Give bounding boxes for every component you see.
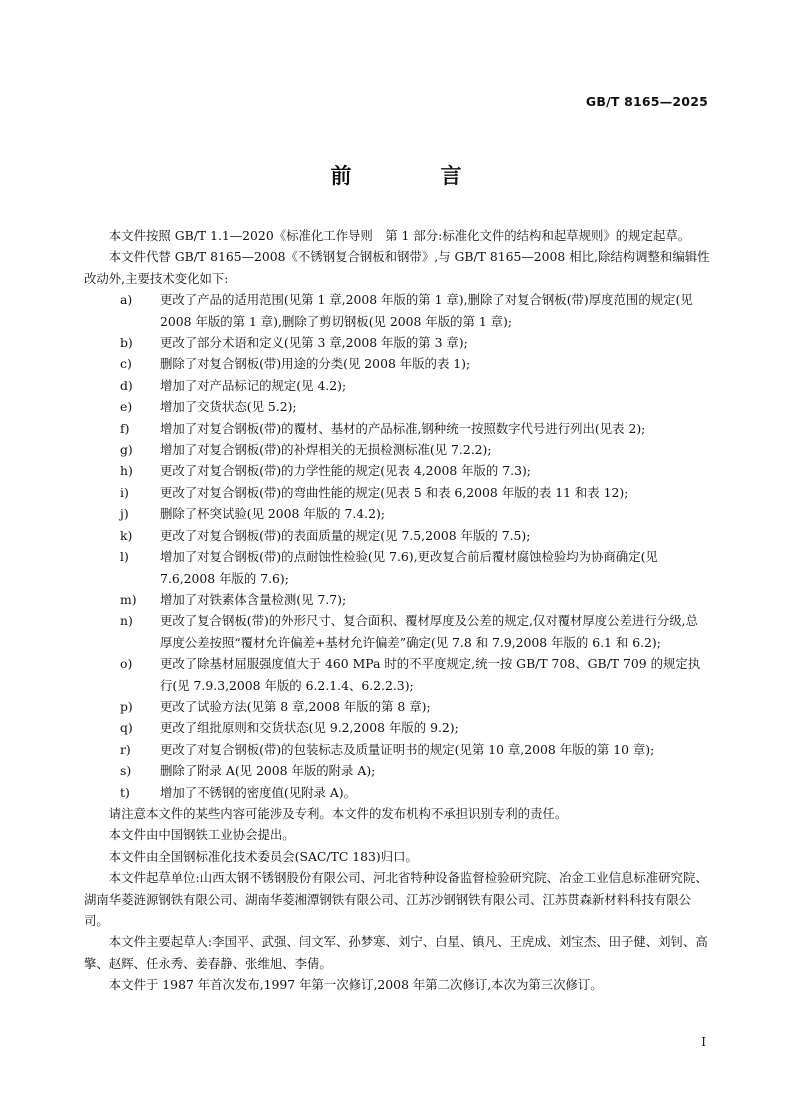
list-item-text: 删除了杯突试验(见 2008 年版的 7.4.2); [160, 506, 386, 522]
list-item-label: n) [120, 613, 133, 629]
list-item-label: o) [120, 656, 133, 672]
list-item-label: i) [120, 484, 129, 500]
list-item-label: d) [120, 377, 133, 393]
list-item-text: 增加了对复合钢板(带)的覆材、基材的产品标准,钢种统一按照数字代号进行列出(见表 2); [160, 420, 646, 436]
page-title: 前 言 [330, 164, 496, 188]
list-item-text: 更改了产品的适用范围(见第 1 章,2008 年版的第 1 章),删除了对复合钢板(带)厚度范围的规定(见 2008 年版的第 1 章),删除了剪切钢板(见 2008 年版的第 1 章); [160, 292, 693, 329]
list-item-text: 更改了组批原则和交货状态(见 9.2,2008 年版的 9.2); [160, 720, 459, 736]
list-item-text: 增加了对复合钢板(带)的点耐蚀性检验(见 7.6),更改复合前后覆材腐蚀检验均为协商确定(见 7.6,2008 年版的 7.6); [160, 549, 658, 586]
list-item [84, 439, 710, 460]
list-item [84, 353, 710, 374]
patent-notice: 请注意本文件的某些内容可能涉及专利。本文件的发布机构不承担识别专利的责任。 [108, 805, 568, 821]
list-item-text: 更改了对复合钢板(带)的力学性能的规定(见表 4,2008 年版的 7.3); [160, 463, 531, 479]
list-item-text: 增加了不锈钢的密度值(见附录 A)。 [160, 784, 357, 800]
list-item-text: 更改了复合钢板(带)的外形尺寸、复合面积、覆材厚度及公差的规定,仅对覆材厚度公差进行分级,总厚度公差按照“覆材允许偏差+基材允许偏差”确定(见 7.8 和 7.9,2008 年版的 6.1 和 6.2); [160, 613, 698, 650]
list-item [84, 396, 710, 417]
list-item-label: e) [120, 399, 133, 415]
list-item-text: 删除了附录 A(见 2008 年版的附录 A); [160, 763, 376, 779]
list-item-label: b) [120, 335, 133, 351]
list-item-text: 增加了对铁素体含量检测(见 7.7); [160, 591, 347, 607]
list-item [84, 717, 710, 738]
committee-statement: 本文件由全国钢标准化技术委员会(SAC/TC 183)归口。 [108, 848, 418, 864]
list-item [84, 760, 710, 781]
list-item-text: 更改了对复合钢板(带)的弯曲性能的规定(见表 5 和表 6,2008 年版的表 11 和表 12); [160, 484, 629, 500]
list-item [84, 525, 710, 546]
standard-code: GB/T 8165—2025 [585, 94, 708, 109]
list-item-label: p) [120, 698, 133, 714]
list-item-label: s) [120, 763, 132, 779]
list-item [84, 460, 710, 481]
list-item [84, 696, 710, 717]
intro-paragraph-2: 本文件代替 GB/T 8165—2008《不锈钢复合钢板和钢带》,与 GB/T 8165—2008 相比,除结构调整和编辑性改动外,主要技术变化如下: [84, 249, 710, 286]
changes-list [84, 289, 710, 803]
list-item-label: k) [120, 527, 133, 543]
list-item [84, 332, 710, 353]
foreword-body [84, 225, 710, 996]
list-item-label: q) [120, 720, 133, 736]
list-item [84, 482, 710, 503]
intro-paragraph-1: 本文件按照 GB/T 1.1—2020《标准化工作导则 第 1 部分:标准化文件的结构和起草规则》的规定起草。 [108, 228, 691, 243]
list-item-label: j) [120, 506, 129, 522]
drafting-organizations: 本文件起草单位:山西太钢不锈钢股份有限公司、河北省特种设备监督检验研究院、冶金工业信息标准研究院、湖南华菱涟源钢铁有限公司、湖南华菱湘潭钢铁有限公司、江苏沙钢钢铁有限公司、江苏贯森新材料科技有限公司。 [84, 870, 708, 928]
list-item [84, 610, 710, 653]
list-item [84, 289, 710, 332]
list-item-label: r) [120, 741, 131, 757]
page-number: I [701, 1035, 706, 1049]
list-item [84, 653, 710, 696]
list-item [84, 418, 710, 439]
list-item [84, 546, 710, 589]
list-item-text: 更改了部分术语和定义(见第 3 章,2008 年版的第 3 章); [160, 335, 468, 351]
list-item-label: c) [120, 356, 132, 372]
list-item-text: 更改了试验方法(见第 8 章,2008 年版的第 8 章); [160, 698, 431, 714]
list-item-text: 增加了对产品标记的规定(见 4.2); [160, 377, 347, 393]
list-item [84, 782, 710, 803]
list-item-text: 更改了对复合钢板(带)的表面质量的规定(见 7.5,2008 年版的 7.5); [160, 527, 531, 543]
list-item-label: t) [120, 784, 130, 800]
publication-history: 本文件于 1987 年首次发布,1997 年第一次修订,2008 年第二次修订,本次为第三次修订。 [108, 977, 603, 993]
list-item-label: h) [120, 463, 133, 479]
list-item [84, 375, 710, 396]
list-item-text: 增加了对复合钢板(带)的补焊相关的无损检测标准(见 7.2.2); [160, 442, 492, 458]
list-item [84, 589, 710, 610]
list-item-label: l) [120, 549, 129, 565]
list-item-label: m) [120, 591, 137, 607]
list-item [84, 503, 710, 524]
list-item-label: a) [120, 292, 133, 308]
list-item-text: 更改了除基材屈服强度值大于 460 MPa 时的不平度规定,统一按 GB/T 708、GB/T 709 的规定执行(见 7.9.3,2008 年版的 6.2.1.4、6.2.2.3); [160, 656, 701, 693]
list-item-text: 增加了交货状态(见 5.2); [160, 399, 297, 415]
list-item-text: 更改了对复合钢板(带)的包装标志及质量证明书的规定(见第 10 章,2008 年版的第 10 章); [160, 741, 655, 757]
list-item-label: g) [120, 442, 133, 458]
proposer-statement: 本文件由中国钢铁工业协会提出。 [108, 827, 295, 843]
list-item-text: 删除了对复合钢板(带)用途的分类(见 2008 年版的表 1); [160, 356, 471, 372]
list-item-label: f) [120, 420, 130, 436]
drafters: 本文件主要起草人:李国平、武强、闫文军、孙梦寒、刘宁、白星、镇凡、王虎成、刘宝杰、田子健、刘钊、高擎、赵辉、任永秀、姜春静、张维旭、李倩。 [84, 934, 708, 971]
list-item [84, 739, 710, 760]
